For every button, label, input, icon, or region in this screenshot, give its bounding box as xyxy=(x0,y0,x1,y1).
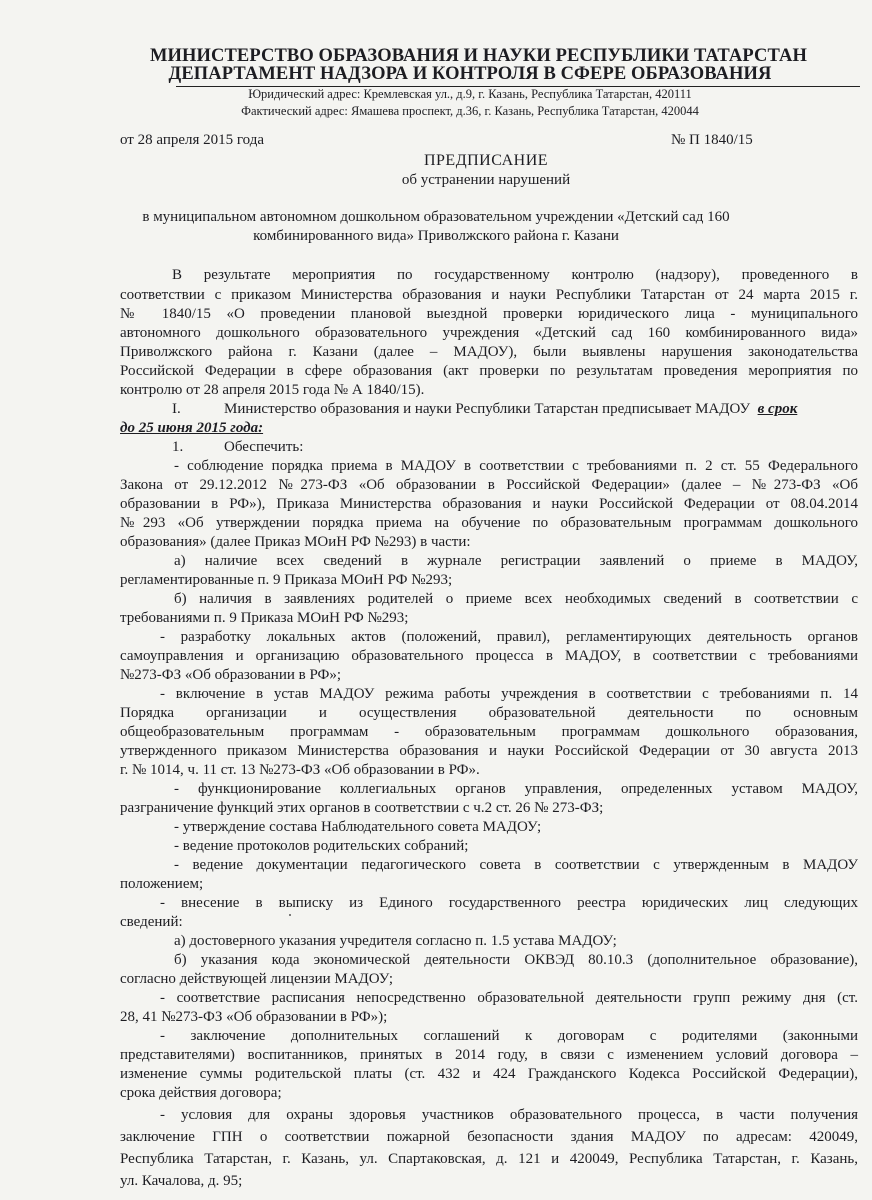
body-line: соответствии с приказом Министерства образования и науки Республики Татарстан от 24 марта 2015 г. xyxy=(120,287,858,303)
body-line: - внесение в выписку из Единого государственного реестра юридических лиц следующих xyxy=(160,895,858,911)
body-line: б) наличия в заявлениях родителей о приеме всех необходимых сведений в соответствии с xyxy=(174,591,858,607)
body-line: изменение суммы родительской платы (ст. 432 и 424 Гражданского Кодекса Российской Федерации), xyxy=(120,1066,858,1082)
body-line xyxy=(224,400,797,419)
body-line: - соблюдение порядка приема в МАДОУ в соответствии с требованиями п. 2 ст. 55 Федерального xyxy=(174,458,858,474)
body-line: положением; xyxy=(120,876,204,892)
document-date: от 28 апреля 2015 года xyxy=(120,132,265,148)
body-line: а) достоверного указания учредителя согласно п. 1.5 устава МАДОУ; xyxy=(174,933,617,949)
body-line: ул. Качалова, д. 95; xyxy=(120,1173,243,1189)
body-line: Республика Татарстан, г. Казань, ул. Спартаковская, д. 121 и 420049, Республика Татарстан, г. Казань, xyxy=(120,1151,858,1167)
body-line: - утверждение состава Наблюдательного совета МАДОУ; xyxy=(174,819,542,835)
deadline-text: в срок xyxy=(757,401,798,417)
body-line: утвержденного приказом Министерства образования и науки Российской Федерации от 30 августа 2013 xyxy=(120,743,858,759)
ministry-heading: МИНИСТЕРСТВО ОБРАЗОВАНИЯ И НАУКИ РЕСПУБЛИКИ ТАТАРСТАН xyxy=(150,46,807,66)
body-line: В результате мероприятия по государственному контролю (надзору), проведенного в xyxy=(172,267,858,283)
body-text: Министерство образования и науки Республики Татарстан предписывает МАДОУ xyxy=(224,401,751,417)
body-line: - соответствие расписания непосредственно образовательной деятельности групп режиму дня (ст. xyxy=(160,990,858,1006)
department-heading: ДЕПАРТАМЕНТ НАДЗОРА И КОНТРОЛЯ В СФЕРЕ ОБРАЗОВАНИЯ xyxy=(168,64,772,84)
body-line: регламентированные п. 9 Приказа МОиН РФ №293; xyxy=(120,572,453,588)
body-line: самоуправления и организацию образовательного процесса в МАДОУ, в соответствии с требованиями xyxy=(120,648,858,664)
institution-line: в муниципальном автономном дошкольном образовательном учреждении «Детский сад 160 xyxy=(142,209,730,225)
body-line: образования» (далее Приказ МОиН РФ №293) в части: xyxy=(120,534,471,550)
body-line: б) указания кода экономической деятельности ОКВЭД 80.10.3 (дополнительное образование), xyxy=(174,952,858,968)
scan-speck xyxy=(289,914,291,916)
body-line: а) наличие всех сведений в журнале регистрации заявлений о приеме в МАДОУ, xyxy=(174,553,858,569)
institution-name xyxy=(0,208,872,246)
item-number: 1. xyxy=(172,439,184,455)
body-line: №293 «Об утверждении порядка приема на обучение по образовательным программам дошкольного xyxy=(120,515,858,531)
body-line: №273-ФЗ «Об образовании в РФ»; xyxy=(120,667,342,683)
institution-line: комбинированного вида» Приволжского района г. Казани xyxy=(253,228,619,244)
body-line: Порядка организации и осуществления образовательной деятельности по основным xyxy=(120,705,858,721)
body-line: срока действия договора; xyxy=(120,1085,282,1101)
document-subtitle: об устранении нарушений xyxy=(401,172,571,188)
body-line: № 1840/15 «О проведении плановой выездной проверки юридического лица - муниципального xyxy=(120,306,858,322)
deadline-text: до 25 июня 2015 года: xyxy=(120,420,264,436)
body-line: Обеспечить: xyxy=(224,439,304,455)
body-line: - ведение документации педагогического совета в соответствии с утвержденным в МАДОУ xyxy=(174,857,858,873)
body-line: контролю от 28 апреля 2015 года № А 1840/15). xyxy=(120,382,425,398)
body-line: - функционирование коллегиальных органов управления, определенных уставом МАДОУ, xyxy=(174,781,858,797)
body-line: - включение в устав МАДОУ режима работы учреждения в соответствии с требованиями п. 14 xyxy=(160,686,858,702)
body-line: автономного дошкольного образовательного учреждения «Детский сад 160 комбинированного вида» xyxy=(120,325,858,341)
body-line: - разработку локальных актов (положений, правил), регламентирующих деятельность органов xyxy=(160,629,858,645)
document-number: № П 1840/15 xyxy=(671,132,753,148)
body-line: требованиями п. 9 Приказа МОиН РФ №293; xyxy=(120,610,409,626)
body-line: заключение ГПН о соответствии пожарной безопасности здания МАДОУ по адресам: 420049, xyxy=(120,1129,858,1145)
body-line: - ведение протоколов родительских собраний; xyxy=(174,838,469,854)
body-line: 28, 41 №273-ФЗ «Об образовании в РФ»); xyxy=(120,1009,388,1025)
body-line: - заключение дополнительных соглашений к договорам с родителями (законными xyxy=(160,1028,858,1044)
document-title: ПРЕДПИСАНИЕ xyxy=(423,152,549,169)
body-line: - условия для охраны здоровья участников образовательного процесса, в части получения xyxy=(160,1107,858,1123)
body-line: согласно действующей лицензии МАДОУ; xyxy=(120,971,393,987)
body-line: Приволжского района г. Казани (далее – МАДОУ), были выявлены нарушения законодательства xyxy=(120,344,858,360)
section-number: I. xyxy=(172,401,181,417)
body-line: г. № 1014, ч. 11 ст. 13 №273-ФЗ «Об образовании в РФ». xyxy=(120,762,480,778)
body-line: образовании в РФ»), Приказа Министерства образования и науки Российской Федерации от 08.04.2014 xyxy=(120,496,858,512)
body-line: представителями) воспитанников, принятых в 2014 году, в связи с изменением условий договора – xyxy=(120,1047,858,1063)
body-line: разграничение функций этих органов в соответствии с ч.2 ст. 26 № 273-ФЗ; xyxy=(120,800,604,816)
actual-address: Фактический адрес: Ямашева проспект, д.36, г. Казань, Республика Татарстан, 420044 xyxy=(241,104,699,118)
body-line: Российской Федерации в сфере образования (акт проверки по результатам проведения мероприятия по xyxy=(120,363,858,379)
legal-address: Юридический адрес: Кремлевская ул., д.9, г. Казань, Республика Татарстан, 420111 xyxy=(248,87,692,101)
body-line: сведений: xyxy=(120,914,183,930)
body-line: общеобразовательным программам - образовательным программам дошкольного образования, xyxy=(120,724,858,740)
body-line: Закона от 29.12.2012 №273-ФЗ «Об образовании в Российской Федерации» (далее – №273-ФЗ «Об xyxy=(120,477,858,493)
